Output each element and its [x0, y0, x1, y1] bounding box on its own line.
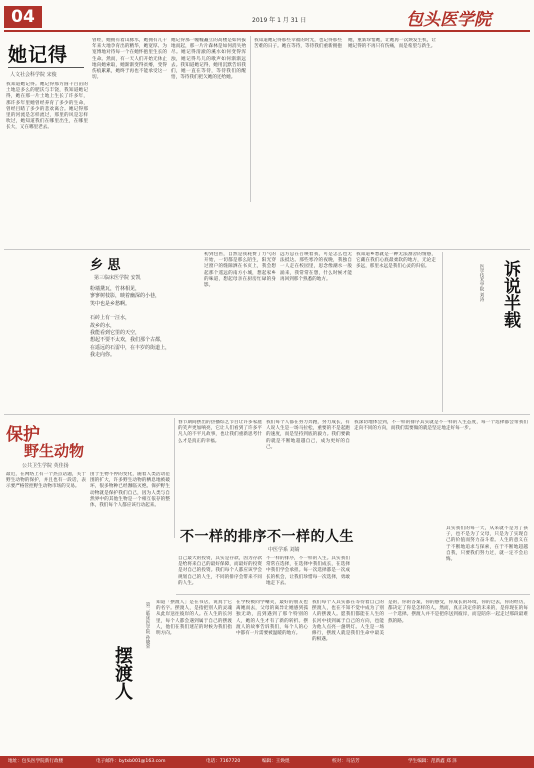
article-title: 保护 [6, 425, 40, 445]
page-header [0, 0, 534, 32]
article-title: 诉说半载 [500, 260, 520, 328]
article-paragraph: 知道「摆渡人」是在书店，说真于它的名字。摆渡人，是指把别人的灵魂从此岸送往彼岸的人。在人生的长河里，每个人都会遇到属于自己的摆渡人，他们在我们迷茫的时候为我们指明方向。 [156, 600, 232, 637]
page-footer [0, 756, 534, 768]
poem-line: 寥寥树枝影，映着幽深的小巷， [90, 293, 161, 300]
article-paragraph: 我们每个人都在努力奔跑，努力成长，有人说人生是一场马拉松，重要的不是起跑的速度，而是坚持到底的毅力。我们要做的就是不断地超越自己，成为更好的自己。 [266, 420, 350, 450]
page-number: 04 [11, 7, 35, 27]
article-paragraph: 远方总在召唤着我，可是怎么也无法抵达。那些寒冷的夜晚，我独自一人走在校园里，思念像潮水一般涌来，我常常在想，什么时候才能再回到那个熟悉的地方。 [280, 252, 352, 282]
article-byline: 第二临床医学院 孙晓荣 [145, 602, 150, 649]
column-divider [442, 252, 443, 412]
article-ranking-intro [176, 418, 530, 526]
article-paragraph: 我知道她记得。她记得那方圆千百亩的土地是多么的肥沃与丰饶，我知道她记得，她在那一片土地上生长了许多年，那许多年里她曾经养育了多少的生命，曾经目睹了多少的悲欢离合。她记得那里的河流是怎样流过，那里的风是怎样吹过，她知道我们在哪里出生，在哪里长大，又在哪里老去。 [6, 82, 88, 131]
page-number-badge [4, 6, 42, 28]
header-divider [4, 30, 530, 32]
article-paragraph: 自己最大的投资，其实是存款，因为存款是给将来自己的最好保障，而最好的投资是对自己的投资。我们每个人都应该学会规划自己的人生，不同的排序会带来不同的人生。 [178, 556, 262, 586]
article-paragraph: 在学校被同学嘲笑，最好的朋友也离她而去，父母的离异让她感到孤独无助，直到遇到了那个特别的人，她的人生才有了新的转折。摆渡人的故事告诉我们，每个人的心中都有一片需要被温暖的地方。 [236, 600, 308, 637]
footer-student-editor: 学生编辑：范新鑫 郑 泽 [408, 759, 457, 764]
article-paragraph: 我们每个人其实都在等待着自己的摆渡人，也在不知不觉中成为了别人的摆渡人。愿我们都能在人生的长河中找到属于自己的方向，也能为他人点亮一盏明灯。人生是一场修行，摆渡人就是我们生命中最美的相遇。 [312, 600, 384, 643]
poem-line: 我能看到它里的天空， [90, 330, 141, 337]
article-paragraph: 是的，你的答案，你的感受，你成长的环境，你的过去，你的经历，都决定了你是怎样的人。然而，真正决定你的未来的，是你现在的每一个选择。摆渡人并不是把你送到彼岸，而是陪你一起走过那段最难熬的路。 [388, 600, 528, 624]
footer-phone: 电话：7167720 [206, 759, 241, 764]
poem-line: 粉墙黛瓦，竹林相见， [90, 286, 141, 292]
article-title: 不一样的排序不一样的人生 [180, 529, 354, 545]
footer-editor: 编辑：王焕煜 [262, 759, 290, 764]
poem-line: 石砖上有一汪水， [90, 315, 131, 322]
article-title: 乡 思 [90, 258, 121, 273]
article-title: 摆渡人 [112, 646, 133, 700]
section-divider [176, 594, 530, 595]
article-byline: 中医学系 刘婧 [268, 547, 300, 553]
article-paragraph: 曾经，她拥有着山脉水，她拥有几千年来大地孕育出的精华，她宽厚、为宽博地对待每一个在她怀抱里生长的生命。然而，有一天人们开始无休止地向她索取，她渐渐变得贫瘠，变得伤痕累累，她终于再也不能承受这一切。 [92, 38, 167, 81]
article-paragraph: 初到包医，自然是我耗费了力气的开始，一切都是那么陌生，阳光穿过窗户的缝隙洒在书页上，我会想起那个遥远的南方小城，想起家乡的味道，想起母亲在厨房忙碌的身影。 [204, 252, 276, 289]
poem-line: 笑中也是乡愁啊。 [90, 300, 131, 307]
footer-address: 地址：包头医学院新行政楼 [8, 759, 64, 764]
poem-line: 故乡的水， [90, 322, 116, 329]
article-homesick [4, 210, 444, 414]
footer-proofread: 校对：马洁芳 [332, 759, 360, 764]
article-ferryman [100, 596, 530, 752]
article-paragraph: 她记得那一幢幢矗立的高楼是如何拔地而起，那一片片森林是如何消失殆尽。她记得清澈的溪水如何变得浑浊，她记得鸟儿的歌声如何渐渐远去。我知道她记得，她用沉默告诉我们，她一直在等待，等待我们的醒悟，等待我们把欠她的还给她。 [171, 38, 246, 81]
column-divider [174, 418, 175, 538]
footer-email: 电子邮件：bytxb001@163.com [96, 759, 166, 764]
article-byline: 公共卫生学院 英佳扬 [22, 463, 69, 469]
article-paragraph: 其实我们的每一天，从来就不是为了孩子，也不是为了父母，只是为了实现自己的价值而努力奋斗着。人生的意义在于不断地追求与探索，在于不断地超越自我，只要我们努力过，就一定不会后悔。 [446, 526, 528, 563]
article-paragraph: 最近，在网络上有一个热点话题，关于野生动物的保护，并且也有一段话，表示要严格管控野生动物市场的交易。 [6, 472, 86, 490]
article-byline: 人文社会科学院 宋俊 [10, 72, 57, 78]
poem-line: 我走向你。 [90, 352, 116, 359]
article-half-year [444, 252, 530, 414]
article-byline: 医学技术学院 刘涛 [479, 264, 484, 302]
poem-line: 在遥远的石雷中，在丰岁的街道上， [90, 344, 171, 351]
article-subtitle: 野生动物 [24, 442, 85, 460]
poem-block [90, 286, 200, 406]
article-paragraph: 不一样的排序，不一样的人生。其实我们常常在选择，在选择中我们成长，在选择中我们学会承担。每一次选择都是一次成长的机会，让我们珍惜每一次选择，勇敢地走下去。 [266, 556, 350, 586]
title-underline [8, 67, 84, 68]
article-paragraph: 我深切地体会到，不一样的排序其实就是不一样的人生态度，每一个选择都会带我们走向不同的方向，而我们需要做的就是坚定地走好每一步。 [354, 420, 528, 432]
article-paragraph: 我知道她记得那些幸福的时光，也记得那些苦难的日子。她在等待，等待我们重新拥抱她，重新珍惜她，让她再一次焕发生机，让她记得的不再只有伤痛，而是希望与新生。 [254, 38, 436, 50]
article-paragraph: 我知道乡愁就是一种无法割舍的情感，它藏在我们心底最柔软的地方，无论走多远，那里永远是我们心灵的归宿。 [356, 252, 436, 270]
article-title: 她记得 [8, 44, 69, 66]
section-divider [4, 414, 530, 415]
article-paragraph: 春节期间摆出的热播综艺节目让许多家庭的笑声更加响亮，它让人们看到了许多平凡人的不平凡故事，也让我们重新思考什么才是真正的幸福。 [178, 420, 262, 444]
article-paragraph: 由于生物不停的变化，随着人类活动范围的扩大，许多野生动物的栖息地被破坏，很多物种已经濒临灭绝。保护野生动物就是保护我们自己，因为人类与自然界中的其他生物是一个相互依存的整体，我们每个人都应该行动起来。 [90, 472, 170, 509]
column-divider [250, 36, 251, 202]
poem-line: 想起不要不太欢，我们那个古都， [90, 337, 166, 344]
paper-name: 包头医学院 [406, 10, 491, 30]
header-date: 2019 年 1 月 31 日 [252, 17, 307, 24]
article-byline: 第三临床医学院 安凯 [94, 275, 141, 281]
